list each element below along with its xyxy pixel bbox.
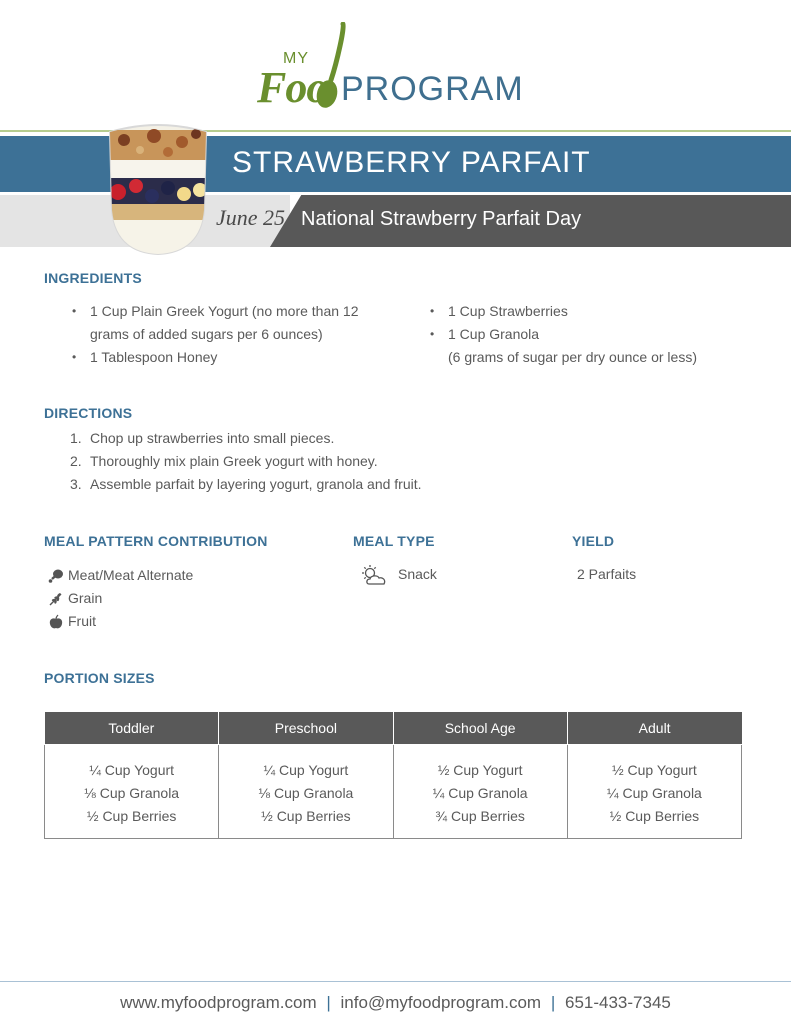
footer-email-link[interactable]: info@myfoodprogram.com (340, 993, 542, 1012)
sun-cloud-icon (360, 564, 388, 586)
ingredient-line: 1 Cup Strawberries (448, 303, 568, 319)
logo (255, 22, 545, 112)
apple-icon (48, 614, 64, 630)
ingredient-line: (6 grams of sugar per dry ounce or less) (448, 349, 697, 365)
logo-foo: Foo (257, 63, 328, 112)
meal-pattern-item (48, 564, 193, 587)
portion-cell (45, 745, 219, 839)
portion-column-header: Adult (567, 712, 741, 745)
portion-cell (393, 745, 567, 839)
footer-phone: 651-433-7345 (564, 993, 671, 1012)
ingredient-item (72, 300, 392, 346)
step-number: 2. (70, 453, 82, 469)
portion-cell (219, 745, 393, 839)
footer-website-link[interactable]: www.myfoodprogram.com (120, 993, 317, 1012)
footer-separator: | (326, 993, 331, 1012)
portion-line: ¼ Cup Yogurt (89, 762, 175, 778)
meal-type-label: Snack (398, 566, 437, 582)
footer (0, 993, 791, 1013)
footer-divider (0, 981, 791, 982)
ingredient-line: 1 Cup Granola (448, 326, 540, 342)
direction-step (70, 450, 670, 473)
date-label: June 25 (216, 205, 286, 230)
holiday-title: National Strawberry Parfait Day (301, 208, 582, 230)
portion-column-header: Preschool (219, 712, 393, 745)
meal-pattern-label: Fruit (68, 613, 96, 629)
step-number: 3. (70, 476, 82, 492)
step-text: Thoroughly mix plain Greek yogurt with honey. (90, 453, 378, 469)
ingredient-line: grams of added sugars per 6 ounces) (90, 326, 323, 342)
ingredients-heading: INGREDIENTS (44, 270, 142, 286)
ingredient-item (430, 323, 750, 369)
ingredients-list-left (72, 300, 392, 369)
logo-my: MY (283, 50, 309, 67)
portion-line: ½ Cup Berries (86, 808, 177, 824)
meal-type-heading: MEAL TYPE (353, 533, 435, 549)
footer-separator: | (550, 993, 556, 1012)
portion-header-row (45, 712, 742, 745)
portion-line: ⅛ Cup Granola (84, 785, 180, 801)
ingredient-item (430, 300, 750, 323)
step-text: Chop up strawberries into small pieces. (90, 430, 335, 446)
portion-sizes-heading: PORTION SIZES (44, 670, 155, 686)
portion-line: ⅛ Cup Granola (258, 785, 354, 801)
portion-line: ¾ Cup Berries (435, 808, 525, 824)
direction-step (70, 427, 670, 450)
meal-pattern-label: Meat/Meat Alternate (68, 567, 194, 583)
step-number: 1. (70, 430, 82, 446)
portion-line: ¼ Cup Granola (606, 785, 702, 801)
portion-line: ¼ Cup Yogurt (263, 762, 349, 778)
yield-heading: YIELD (572, 533, 615, 549)
portion-line: ½ Cup Yogurt (611, 762, 697, 778)
ingredient-line: 1 Tablespoon Honey (90, 349, 218, 365)
portion-line: ¼ Cup Granola (432, 785, 528, 801)
portion-line: ½ Cup Berries (609, 808, 700, 824)
drumstick-icon (48, 568, 64, 584)
meal-pattern-label: Grain (68, 590, 103, 606)
ingredient-item (72, 346, 392, 369)
portion-row (45, 745, 742, 839)
ingredient-line: 1 Cup Plain Greek Yogurt (no more than 12 (90, 303, 359, 319)
direction-step (70, 473, 670, 496)
ingredients-list-right (430, 300, 750, 369)
meal-pattern-list (48, 564, 193, 633)
directions-heading: DIRECTIONS (44, 405, 133, 421)
wheat-icon (48, 591, 64, 607)
portion-table (44, 712, 742, 839)
meal-pattern-heading: MEAL PATTERN CONTRIBUTION (44, 533, 268, 549)
page-title: STRAWBERRY PARFAIT (232, 146, 591, 179)
meal-type-value (360, 563, 437, 586)
step-text: Assemble parfait by layering yogurt, granola and fruit. (90, 476, 422, 492)
portion-cell (567, 745, 741, 839)
portion-line: ½ Cup Berries (261, 808, 351, 824)
yield-value: 2 Parfaits (577, 566, 637, 582)
directions-list (70, 427, 670, 496)
parfait-image (104, 120, 212, 260)
portion-column-header: School Age (393, 712, 567, 745)
portion-line: ½ Cup Yogurt (437, 762, 523, 778)
meal-pattern-item (48, 610, 193, 633)
meal-pattern-item (48, 587, 193, 610)
portion-column-header: Toddler (45, 712, 219, 745)
logo-program: PROGRAM (341, 70, 524, 108)
